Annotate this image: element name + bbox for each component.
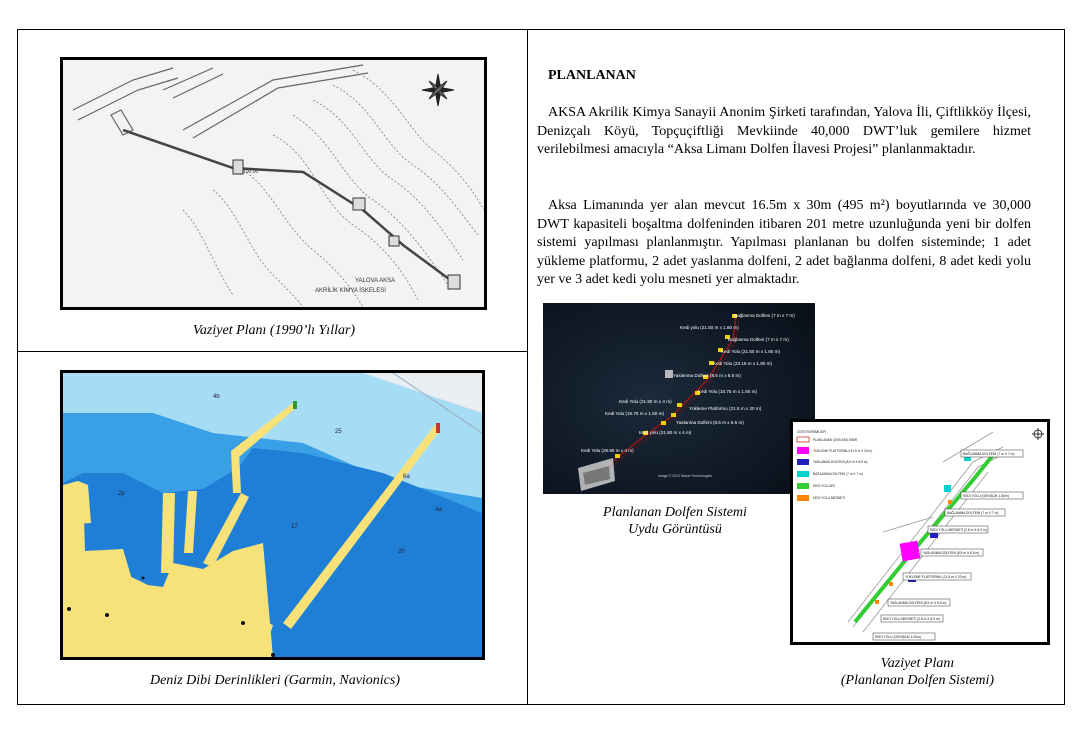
- plan-label: KEDİ YOLU MESNETİ (2.8 m X 6.0 m): [883, 617, 940, 621]
- old-plan-caption: Vaziyet Planı (1990’lı Yıllar): [192, 323, 356, 338]
- plan-caption-line2: (Planlanan Dolfen Sistemi): [840, 673, 995, 688]
- legend-item: KEDİ YOLU MESNETİ: [813, 496, 846, 500]
- satellite-label: Kedi Yolu (15.75 m x 1.80 m): [698, 389, 757, 394]
- legend-item: KEDİ YOLLARI: [813, 484, 835, 488]
- satellite-label: Bağlanma Dolfeni (7 m x 7 m): [734, 313, 795, 318]
- plan-label: YASLANMA DOLFENİ (8.5 m X 8.5 m): [890, 601, 947, 605]
- depth-map-caption: Deniz Dibi Derinlikleri (Garmin, Navionics): [149, 673, 401, 688]
- satellite-label: Yükleme Platformu (21.5 m x 20 m): [689, 406, 762, 411]
- depth-label: 2p: [118, 491, 125, 497]
- old-plan-dimension: 100.00: [243, 169, 259, 175]
- depth-label: 6a: [403, 474, 410, 480]
- satellite-label: Kedi Yolu (23.19 m x 1.80 m): [713, 361, 772, 366]
- legend-title: GÖSTERİMLER: [797, 429, 827, 434]
- satellite-caption: [565, 504, 785, 538]
- old-plan-label-line1: YALOVA AKSA: [355, 278, 396, 284]
- plan-caption: [810, 655, 1025, 689]
- satellite-label: Yaslanma Dolfeni (8.5 m x 8.5 m): [676, 420, 744, 425]
- satellite-label: Kedi Yolu (21.80 m x 4 m): [619, 399, 672, 404]
- satellite-label: Kedi Yolu (21.50 m x 1.80 m): [721, 349, 780, 354]
- depth-label: 20: [398, 549, 405, 555]
- satellite-label: Kedi Yolu (26.90 m x 4 m): [581, 448, 634, 453]
- satellite-label: Kedi Yolu (15.75 m x 1.80 m): [605, 411, 664, 416]
- depth-map-image: [60, 370, 485, 660]
- satellite-caption-line1: Planlanan Dolfen Sistemi: [603, 505, 747, 520]
- plan-label: BAĞLANMA DOLFENİ (7 m X 7 m): [947, 511, 999, 515]
- plan-caption-line1: Vaziyet Planı: [880, 656, 955, 671]
- plan-label: BAĞLANMA DOLFENİ (7 m X 7 m): [963, 452, 1015, 456]
- old-site-plan-image: [60, 57, 487, 310]
- depth-label: 25: [335, 429, 342, 435]
- legend-item: YÜKLEME PLATFORMU (21.5 m X 20 m): [813, 449, 873, 453]
- old-plan-label-line2: AKRİLİK KİMYA İSKELESİ: [315, 288, 386, 294]
- satellite-image: [543, 303, 815, 494]
- column-divider: [527, 29, 528, 705]
- plan-label: YASLANMA DOLFENİ (8.5 m X 8.5 m): [923, 551, 980, 555]
- plan-label: YÜKLEME PLATFORMU (21.5 m X 20 m): [905, 575, 967, 579]
- legend-item: PLANLANAN ÇEKİLMİŞ SINIR: [813, 438, 858, 442]
- plan-label: KEDİ YOLU MESNETİ (2.8 m X 6.0 m): [930, 528, 987, 532]
- section-heading: PLANLANAN: [548, 68, 636, 83]
- depth-label: 4a: [435, 507, 442, 513]
- plan-label: KEDİ YOLU (GENİŞLİK 1.80m): [963, 494, 1009, 498]
- satellite-caption-line2: Uydu Görüntüsü: [628, 522, 722, 537]
- satellite-credit: Image © 2022 Maxar Technologies: [658, 474, 713, 478]
- legend-item: YASLANMA DOLFENİ (8.5 m X 8.5 m): [813, 460, 868, 464]
- satellite-label: Bağlanma Dolfeni (7 m x 7 m): [728, 337, 789, 342]
- row-divider: [17, 351, 528, 352]
- depth-label: 4b: [213, 394, 220, 400]
- paragraph-intro: AKSA Akrilik Kimya Sanayii Anonim Şirketi tarafından, Yalova İli, Çiftlikköy İlçesi, Denizçalı Köyü, Topçuçiftliği Mevkiinde 40,000 DWT’luk gemilere hizmet verilebilmesi amacıyla “Aksa Limanı Dolfen İlavesi Projesi” planlanmaktadır.: [537, 105, 1031, 157]
- paragraph-details: Aksa Limanında yer alan mevcut 16.5m x 30m (495 m²) boyutlarında ve 30,000 DWT kapasiteli boşaltma dolfeninden itibaren 201 metre uzunluğunda yeni bir dolfen sistemi yapılması planlanmıştır. Yapılması planlanan bu dolfen sisteminde; 1 adet yükleme platformu, 2 adet yaslanma dolfeni, 2 adet bağlanma dolfeni, 8 adet kedi yolu yer ve 3 adet kedi yolu mesneti yer almaktadır.: [537, 198, 1031, 287]
- satellite-label: Kedi yolu (21.80 m x 4 m): [639, 430, 692, 435]
- planned-layout-image: [790, 419, 1050, 645]
- depth-label: 17: [291, 524, 298, 530]
- satellite-label: Kedi yolu (21.50 m x 1.80 m): [680, 325, 739, 330]
- plan-label: KEDİ YOLU (GENİŞLİK 4.00m): [875, 635, 921, 639]
- satellite-label: Yaslanma Dolfeni (8.5 m x 8.5 m): [673, 373, 741, 378]
- legend-item: BAĞLANMA DOLFENİ (7 m X 7 m): [813, 472, 863, 476]
